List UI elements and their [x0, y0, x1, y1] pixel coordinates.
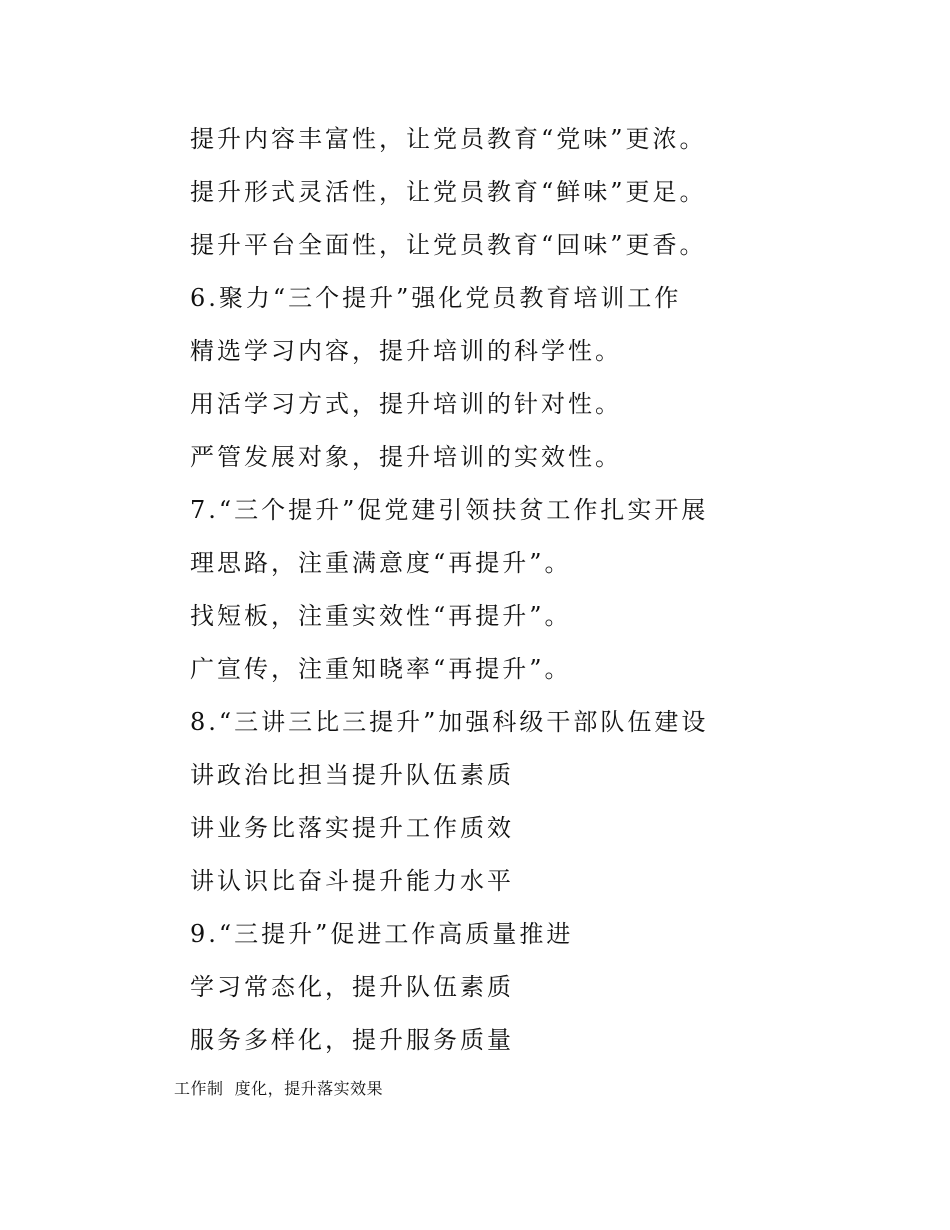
body-line: 严管发展对象，提升培训的实效性。 — [190, 443, 622, 471]
body-line: 讲认识比奋斗提升能力水平 — [190, 867, 514, 895]
body-line: 用活学习方式，提升培训的针对性。 — [190, 390, 622, 418]
body-line: 学习常态化，提升队伍素质 — [190, 973, 514, 1001]
section-heading: 6.聚力“三个提升”强化党员教育培训工作 — [190, 284, 682, 312]
body-line: 找短板，注重实效性“再提升”。 — [190, 602, 572, 630]
body-line: 服务多样化，提升服务质量 — [190, 1026, 514, 1054]
body-line: 讲政治比担当提升队伍素质 — [190, 761, 514, 789]
section-heading: 8.“三讲三比三提升”加强科级干部队伍建设 — [190, 708, 709, 736]
body-line: 提升内容丰富性，让党员教育“党味”更浓。 — [190, 125, 707, 153]
footer-line: 工作制 度化，提升落实效果 — [174, 1079, 384, 1098]
body-line: 提升平台全面性，让党员教育“回味”更香。 — [190, 231, 707, 259]
body-line: 讲业务比落实提升工作质效 — [190, 814, 514, 842]
section-heading: 9.“三提升”促进工作高质量推进 — [190, 920, 574, 948]
body-line: 广宣传，注重知晓率“再提升”。 — [190, 655, 572, 683]
body-line: 精选学习内容，提升培训的科学性。 — [190, 337, 622, 365]
body-line: 理思路，注重满意度“再提升”。 — [190, 549, 572, 577]
section-heading: 7.“三个提升”促党建引领扶贫工作扎实开展 — [190, 496, 709, 524]
body-line: 提升形式灵活性，让党员教育“鲜味”更足。 — [190, 178, 707, 206]
